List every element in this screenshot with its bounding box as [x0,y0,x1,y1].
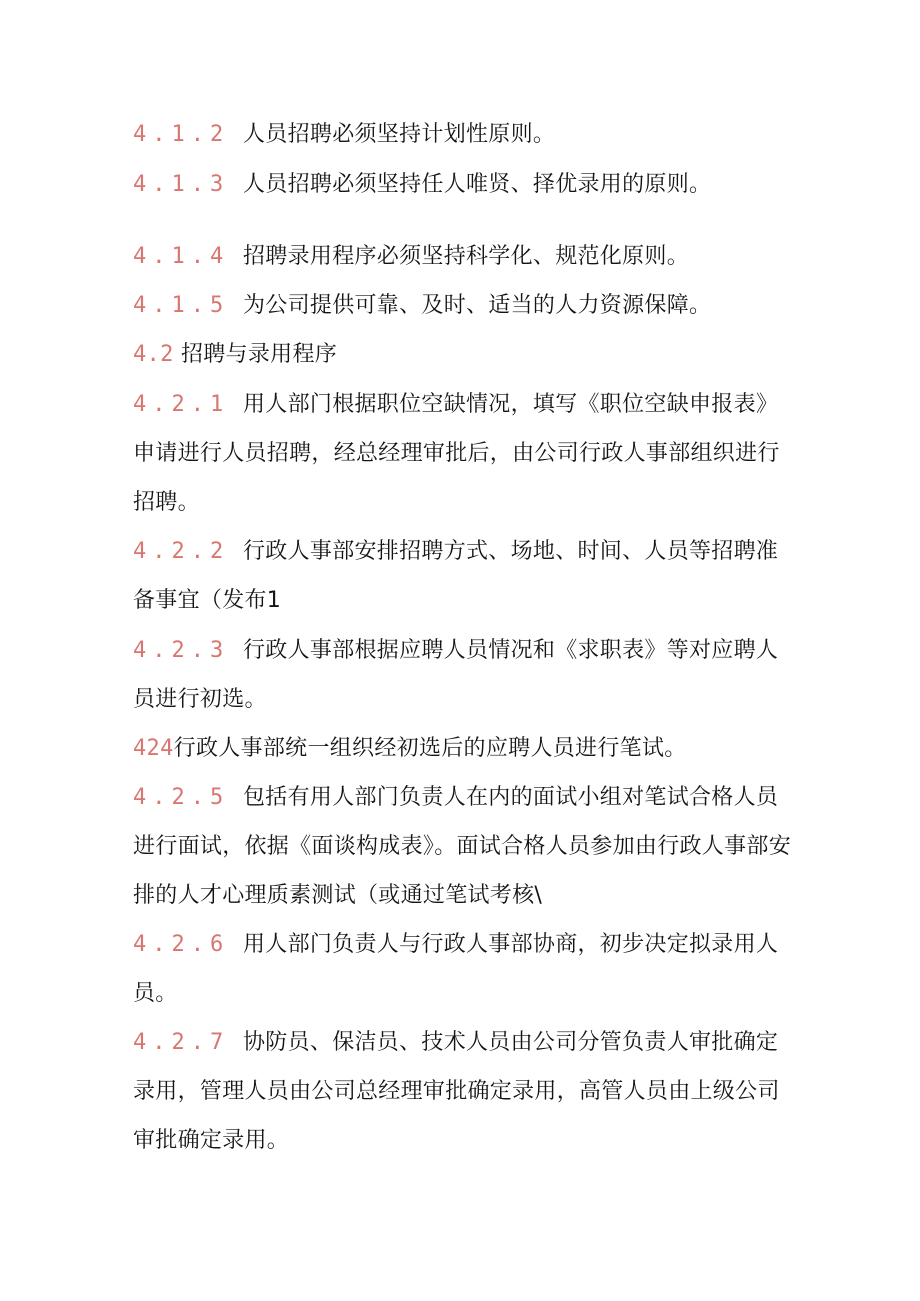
clause-text: 包括有用人部门负责人在内的面试小组对笔试合格人员进行面试，依据《面谈构成表》。面试合格人员参加由行政人事部安排的人才心理质素测试（或通过笔试考核\ [133,785,792,908]
clause-number: 4.1.2 [133,122,230,147]
clause-4-1-5 [133,281,793,330]
clause-number: 4.2.2 [133,539,230,564]
clause-text: 行政人事部统一组织经初选后的应聘人员进行笔试。 [173,736,687,761]
clause-4-1-3 [133,160,793,209]
clause-text: 招聘录用程序必须坚持科学化、规范化原则。 [243,244,690,269]
clause-number: 4.2.6 [133,932,230,957]
clause-text: 用人部门负责人与行政人事部协商，初步决定拟录用人员。 [133,932,779,1006]
section-title: 招聘与录用程序 [180,342,338,367]
clause-number: 4.1.3 [133,172,230,197]
clause-number: 4.2.1 [133,392,230,417]
clause-text: 行政人事部安排招聘方式、场地、时间、人员等招聘准备事宜（发布1 [133,539,779,613]
clause-4-2-6 [133,920,793,1018]
clause-number: 4.1.5 [133,293,230,318]
clause-text: 用人部门根据职位空缺情况，填写《职位空缺申报表》申请进行人员招聘，经总经理审批后，由公司行政人事部组织进行招聘。 [133,392,780,515]
clause-4-2-7 [133,1018,793,1165]
clause-4-2-1 [133,380,793,527]
clause-text: 人员招聘必须坚持任人唯贤、择优录用的原则。 [243,172,712,197]
clause-text: 协防员、保洁员、技术人员由公司分管负责人审批确定录用，管理人员由公司总经理审批确定录用，高管人员由上级公司审批确定录用。 [133,1030,780,1153]
clause-text: 为公司提供可靠、及时、适当的人力资源保障。 [243,293,712,318]
section-number: 4.2 [133,342,174,367]
clause-4-2-4 [133,724,793,773]
clause-text: 人员招聘必须坚持计划性原则。 [243,122,556,147]
clause-number: 424 [133,736,174,761]
clause-text: 行政人事部根据应聘人员情况和《求职表》等对应聘人员进行初选。 [133,638,779,712]
clause-number: 4.1.4 [133,244,230,269]
section-heading-4-2 [133,330,793,379]
clause-4-1-4 [133,232,793,281]
clause-number: 4.2.5 [133,785,230,810]
clause-4-2-5 [133,773,793,920]
clause-4-2-3 [133,626,793,724]
clause-4-1-2 [133,110,793,159]
clause-number: 4.2.7 [133,1030,230,1055]
clause-4-2-2 [133,527,793,625]
clause-number: 4.2.3 [133,638,230,663]
